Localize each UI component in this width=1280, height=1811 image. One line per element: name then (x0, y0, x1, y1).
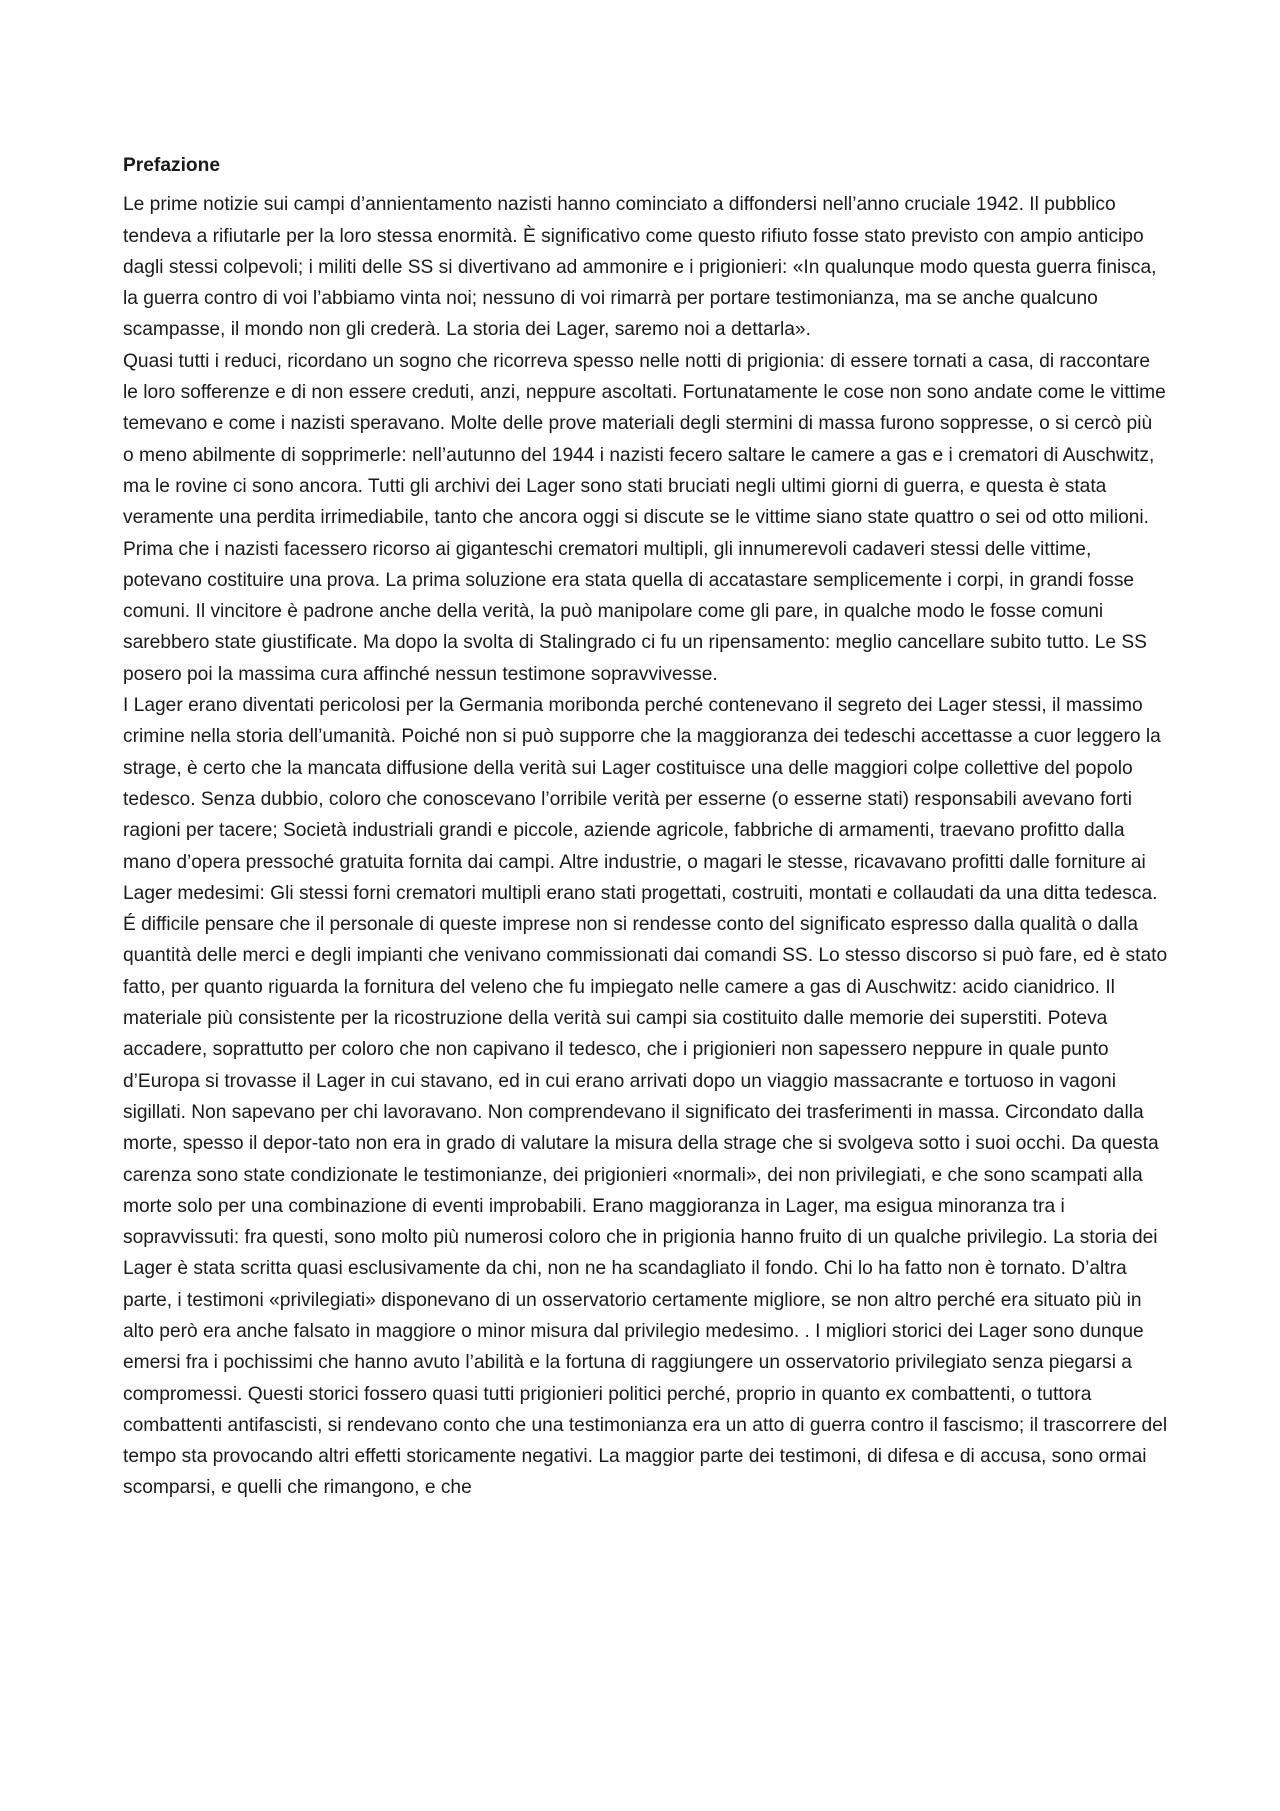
paragraph-2: Quasi tutti i reduci, ricordano un sogno che ricorreva spesso nelle notti di prigionia: di essere tornati a casa, di raccontare le loro sofferenze e di non essere creduti, anzi, neppure ascoltati. Fortunatamente le cose non sono andate come le vittime temevano e come i nazisti speravano. Molte delle prove materiali degli stermini di massa furono soppresse, o si cercò più o meno abilmente di sopprimerle: nell’autunno del 1944 i nazisti fecero saltare le camere a gas e i crematori di Auschwitz, ma le rovine ci sono ancora. Tutti gli archivi dei Lager sono stati bruciati negli ultimi giorni di guerra, e questa è stata veramente una perdita irrimediabile, tanto che ancora oggi si discute se le vittime siano state quattro o sei od otto milioni. Prima che i nazisti facessero ricorso ai giganteschi crematori multipli, gli innumerevoli cadaveri stessi delle vittime, potevano costituire una prova. La prima soluzione era stata quella di accatastare semplicemente i corpi, in grandi fosse comuni. Il vincitore è padrone anche della verità, la può manipolare come gli pare, in qualche modo le fosse comuni sarebbero state giustificate. Ma dopo la svolta di Stalingrado ci fu un ripensamento: meglio cancellare subito tutto. Le SS posero poi la massima cura affinché nessun testimone sopravvivesse. (123, 350, 1166, 685)
document-body (123, 150, 1168, 1504)
paragraph-1: Le prime notizie sui campi d’annientamento nazisti hanno cominciato a diffondersi nell’anno cruciale 1942. Il pubblico tendeva a rifiutarle per la loro stessa enormità. È significativo come questo rifiuto fosse stato previsto con ampio anticipo dagli stessi colpevoli; i militi delle SS si divertivano ad ammonire e i prigionieri: «In qualunque modo questa guerra finisca, la guerra contro di voi l’abbiamo vinta noi; nessuno di voi rimarrà per portare testimonianza, ma se anche qualcuno scampasse, il mondo non gli crederà. La storia dei Lager, saremo noi a dettarla». (123, 194, 1157, 341)
paragraph-3: I Lager erano diventati pericolosi per la Germania moribonda perché contenevano il segreto dei Lager stessi, il massimo crimine nella storia dell’umanità. Poiché non si può supporre che la maggioranza dei tedeschi accettasse a cuor leggero la strage, è certo che la mancata diffusione della verità sui Lager costituisce una delle maggiori colpe collettive del popolo tedesco. Senza dubbio, coloro che conoscevano l’orribile verità per esserne (o esserne stati) responsabili avevano forti ragioni per tacere; Società industriali grandi e piccole, aziende agricole, fabbriche di armamenti, traevano profitto dalla mano d’opera pressoché gratuita fornita dai campi. Altre industrie, o magari le stesse, ricavavano profitti dalle forniture ai Lager medesimi: Gli stessi forni crematori multipli erano stati progettati, costruiti, montati e collaudati da una ditta tedesca. É difficile pensare che il personale di queste imprese non si rendesse conto del significato espresso dalla qualità o dalla quantità delle merci e degli impianti che venivano commissionati dai comandi SS. Lo stesso discorso si può fare, ed è stato fatto, per quanto riguarda la fornitura del veleno che fu impiegato nelle camere a gas di Auschwitz: acido cianidrico. Il materiale più consistente per la ricostruzione della verità sui campi sia costituito dalle memorie dei superstiti. Poteva accadere, soprattutto per coloro che non capivano il tedesco, che i prigionieri non sapessero neppure in quale punto d’Europa si trovasse il Lager in cui stavano, ed in cui erano arrivati dopo un viaggio massacrante e tortuoso in vagoni sigillati. Non sapevano per chi lavoravano. Non comprendevano il significato dei trasferimenti in massa. Circondato dalla morte, spesso il depor-tato non era in grado di valutare la misura della strage che si svolgeva sotto i suoi occhi. Da questa carenza sono state condizionate le testimonianze, dei prigionieri «normali», dei non privilegiati, e che sono scampati alla morte solo per una combinazione di eventi improbabili. Erano maggioranza in Lager, ma esigua minoranza tra i sopravvissuti: fra questi, sono molto più numerosi coloro che in prigionia hanno fruito di un qualche privilegio. La storia dei Lager è stata scritta quasi esclusivamente da chi, non ne ha scandagliato il fondo. Chi lo ha fatto non è tornato. D’altra parte, i testimoni «privilegiati» disponevano di un osservatorio certamente migliore, se non altro perché era situato più in alto però era anche falsato in maggiore o minor misura dal privilegio medesimo. . I migliori storici dei Lager sono dunque emersi fra i pochissimi che hanno avuto l’abilità e la fortuna di raggiungere un osservatorio privilegiato senza piegarsi a compromessi. Questi storici fossero quasi tutti prigionieri politici perché, proprio in quanto ex combattenti, o tuttora combattenti antifascisti, si rendevano conto che una testimonianza era un atto di guerra contro il fascismo; il trascorrere del tempo sta provocando altri effetti storicamente negativi. La maggior parte dei testimoni, di difesa e di accusa, sono ormai scomparsi, e quelli che rimangono, e che (123, 695, 1168, 1499)
document-title: Prefazione (123, 155, 221, 176)
